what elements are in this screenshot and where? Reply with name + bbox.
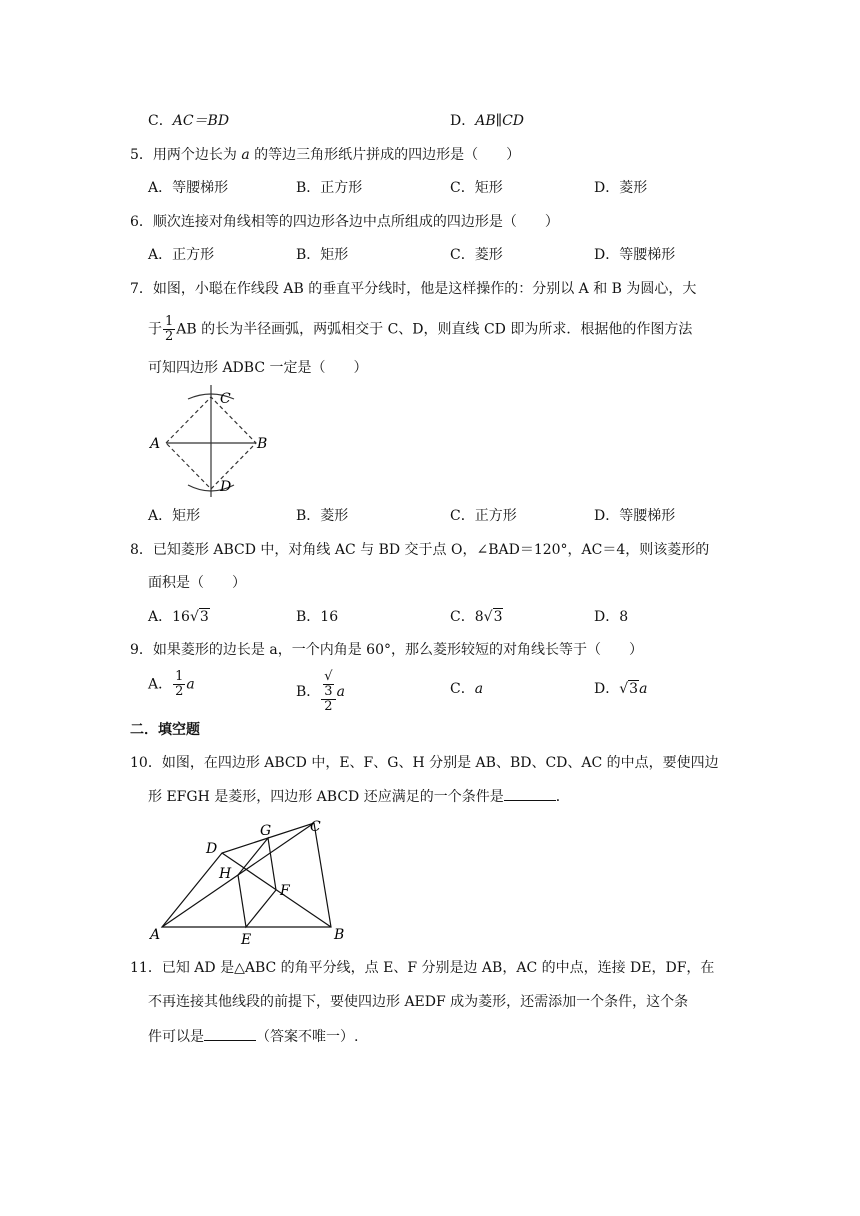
- q7-figure-lines: [166, 385, 256, 497]
- q6-stem: 6．顺次连接对角线相等的四边形各边中点所组成的四边形是（ ）: [130, 214, 559, 230]
- q8-line2: 面积是（ ）: [148, 575, 246, 591]
- q11-line1: 11．已知 AD 是△ABC 的角平分线，点 E、F 分别是边 AB，AC 的中点，连接 DE，DF，在: [130, 960, 715, 976]
- q5-option-b: B．正方形: [296, 180, 363, 196]
- q5-option-a: A．等腰梯形: [148, 180, 229, 196]
- label-a: A: [150, 927, 161, 943]
- sqrt-symbol: √3: [189, 609, 209, 625]
- q9-stem: 9．如果菱形的边长是 a，一个内角是 60°，那么菱形较短的对角线长等于（ ）: [130, 642, 643, 658]
- q8-option-a: A．16√3: [148, 609, 209, 625]
- label-e: E: [241, 932, 252, 947]
- q7-figure: [148, 385, 278, 500]
- q7-line3: 可知四边形 ADBC 一定是（ ）: [148, 360, 368, 376]
- q7-option-c: C．正方形: [450, 508, 517, 524]
- q6-option-c: C．菱形: [450, 247, 503, 263]
- label-c: C: [220, 391, 231, 407]
- answer-blank[interactable]: [504, 786, 556, 801]
- label-b: B: [257, 436, 268, 452]
- sqrt-symbol: √ 3: [324, 669, 333, 699]
- q11-line3: 件可以是 （答案不唯一）.: [148, 1026, 358, 1047]
- q11-line2: 不再连接其他线段的前提下，要使四边形 AEDF 成为菱形，还需添加一个条件，这个条: [148, 994, 689, 1010]
- quad-abcd: [162, 823, 331, 927]
- label-c: C: [310, 819, 321, 835]
- q10-figure: [148, 815, 353, 947]
- label-d: D: [220, 479, 232, 495]
- label-f: F: [280, 883, 290, 899]
- q10-figure-lines: [162, 823, 331, 927]
- q5-stem: 5．用两个边长为 a 的等边三角形纸片拼成的四边形是（ ）: [130, 147, 521, 163]
- q5-option-d: D．菱形: [594, 180, 648, 196]
- label-h: H: [219, 866, 232, 882]
- q5-option-c: C．矩形: [450, 180, 503, 196]
- q7-line1: 7．如图，小聪在作线段 AB 的垂直平分线时，他是这样操作的：分别以 A 和 B 为圆心，大: [130, 281, 697, 297]
- q6-option-a: A．正方形: [148, 247, 215, 263]
- q4-option-d: D．AB∥CD: [450, 113, 525, 129]
- sqrt-symbol: √3: [483, 609, 503, 625]
- label-g: G: [260, 823, 272, 839]
- label-a: A: [150, 436, 161, 452]
- q9-option-a: A． $\frac{1}{2}$ a: [148, 669, 195, 699]
- q9-option-d: D．√3a: [594, 681, 648, 697]
- q7-fraction: $\frac{1}{2}$: [165, 314, 174, 344]
- q6-option-d: D．等腰梯形: [594, 247, 676, 263]
- q7-option-b: B．菱形: [296, 508, 349, 524]
- q6-option-b: B．矩形: [296, 247, 349, 263]
- q9-option-b: B． √ 3 2 a: [296, 669, 345, 714]
- q8-option-d: D．8: [594, 609, 629, 625]
- q10-line2: 形 EFGH 是菱形，四边形 ABCD 还应满足的一个条件是 ．: [148, 786, 570, 807]
- label-b: B: [334, 927, 345, 943]
- q8-option-c: C．8√3: [450, 609, 503, 625]
- q8-line1: 8．已知菱形 ABCD 中，对角线 AC 与 BD 交于点 O，∠BAD＝120°，AC＝4，则该菱形的: [130, 542, 710, 558]
- q7-line2: 于 $\frac{1}{2}$ AB 的长为半径画弧，两弧相交于 C、D，则直线 CD 即为所求．根据他的作图方法: [148, 314, 693, 344]
- section-heading: 二．填空题: [130, 722, 200, 738]
- q7-option-a: A．矩形: [148, 508, 201, 524]
- answer-blank[interactable]: [204, 1026, 256, 1041]
- q8-option-b: B．16: [296, 609, 339, 625]
- label-d: D: [206, 841, 218, 857]
- q4-option-c: C．AC＝BD: [148, 113, 230, 129]
- q10-line1: 10．如图，在四边形 ABCD 中，E、F、G、H 分别是 AB、BD、CD、AC 的中点，要使四边: [130, 755, 719, 771]
- q7-option-d: D．等腰梯形: [594, 508, 676, 524]
- q9-option-c: C．a: [450, 681, 484, 697]
- sqrt-symbol: √3: [619, 681, 639, 697]
- quad-efgh: [238, 838, 276, 927]
